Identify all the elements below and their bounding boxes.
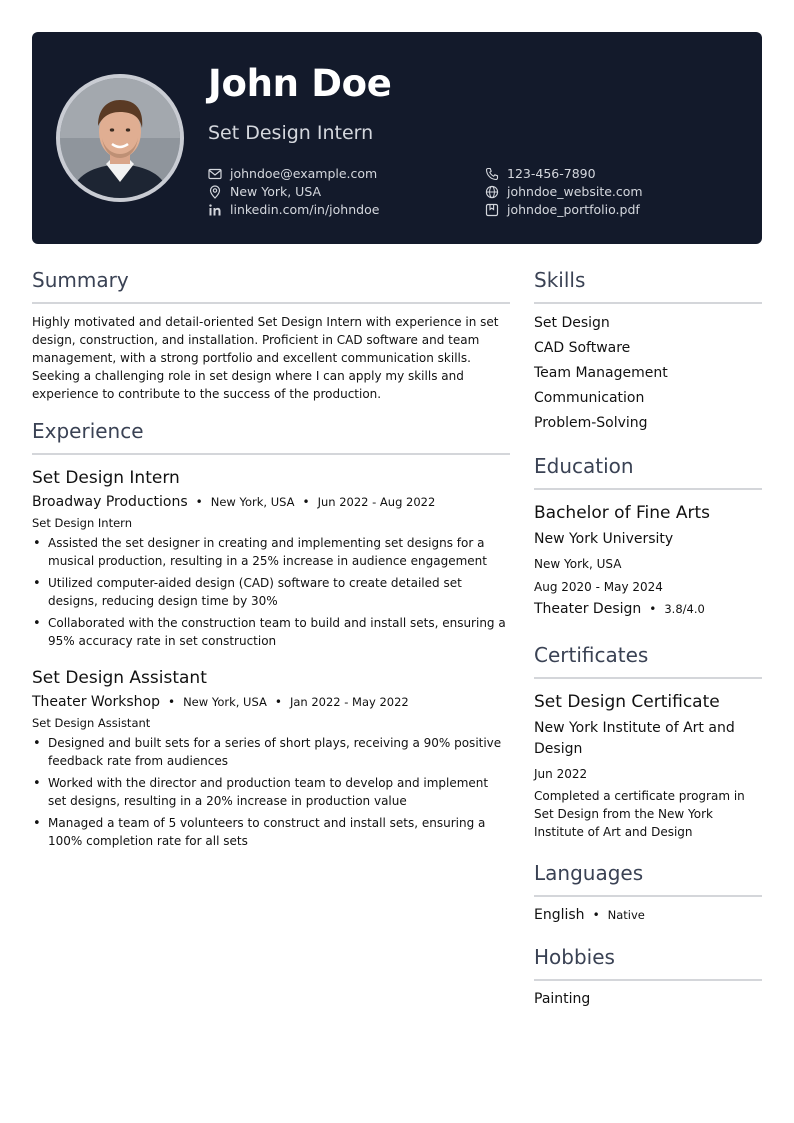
hobbies-section <box>534 945 762 1007</box>
right-column <box>534 268 762 1019</box>
job-company: Theater Workshop <box>32 694 160 710</box>
resume-header <box>32 32 762 244</box>
separator-dot: • <box>592 908 600 922</box>
job-title: Set Design Assistant <box>32 668 207 688</box>
candidate-title: Set Design Intern <box>208 122 374 144</box>
skills-section <box>534 268 762 436</box>
list-item: • Worked with the director and production team to develop and implement set designs, resulting in a 20% increase in production value <box>32 774 510 810</box>
certificate-issuer: New York Institute of Art and Design <box>534 720 735 757</box>
contact-linkedin-text: linkedin.com/in/johndoe <box>230 202 380 217</box>
contact-email[interactable] <box>208 166 377 181</box>
job-role: Set Design Intern <box>32 516 132 530</box>
experience-item <box>32 668 510 850</box>
globe-icon <box>485 185 499 199</box>
contact-linkedin[interactable] <box>208 202 379 217</box>
contact-phone[interactable] <box>485 166 596 181</box>
certificate-date: Jun 2022 <box>534 767 588 781</box>
list-item: • Utilized computer-aided design (CAD) software to create detailed set designs, reducing design time by 30% <box>32 574 510 610</box>
education-school: New York University <box>534 531 674 547</box>
job-bullets <box>32 734 510 850</box>
experience-section <box>32 419 510 850</box>
summary-text: Highly motivated and detail-oriented Set Design Intern with experience in set design, construction, and installation. Proficient in CAD software and team management, with a strong portfolio and excellent communication skills. Seeking a challenging role in set design where I can apply my skills and experience to contribute to the success of the production. <box>32 315 499 401</box>
languages-section <box>534 861 762 923</box>
candidate-name: John Doe <box>208 62 392 105</box>
job-bullets <box>32 534 510 650</box>
language-name: English <box>534 907 585 923</box>
experience-item <box>32 468 510 650</box>
education-dates: Aug 2020 - May 2024 <box>534 580 663 594</box>
job-location: New York, USA <box>183 695 267 709</box>
job-role: Set Design Assistant <box>32 716 151 730</box>
education-heading: Education <box>534 454 762 490</box>
summary-heading: Summary <box>32 268 510 304</box>
certificates-heading: Certificates <box>534 643 762 679</box>
linkedin-icon <box>208 203 222 217</box>
education-field-row <box>534 601 762 617</box>
separator-dot: • <box>274 695 282 709</box>
list-item: • Assisted the set designer in creating and implementing set designs for a musical production, resulting in a 25% increase in audience engagement <box>32 534 510 570</box>
location-icon <box>208 185 222 199</box>
job-location: New York, USA <box>210 495 295 509</box>
education-gpa: 3.8/4.0 <box>664 602 705 616</box>
education-field: Theater Design <box>534 601 642 617</box>
skill-item: Set Design <box>534 315 610 331</box>
skills-heading: Skills <box>534 268 762 304</box>
skill-item: Problem-Solving <box>534 415 648 431</box>
portrait-photo <box>60 78 180 198</box>
separator-dot: • <box>302 495 310 509</box>
contact-website-text: johndoe_website.com <box>507 184 643 199</box>
certificate-name: Set Design Certificate <box>534 692 720 712</box>
list-item: • Designed and built sets for a series of short plays, receiving a 90% positive feedback rate from audiences <box>32 734 510 770</box>
phone-icon <box>485 167 499 181</box>
contact-portfolio[interactable] <box>485 202 640 217</box>
job-meta <box>32 694 510 710</box>
contact-location-text: New York, USA <box>230 184 322 199</box>
education-degree: Bachelor of Fine Arts <box>534 503 711 523</box>
education-section <box>534 454 762 617</box>
job-company: Broadway Productions <box>32 494 188 510</box>
hobby-item: Painting <box>534 991 591 1007</box>
education-location: New York, USA <box>534 557 622 571</box>
job-dates: Jan 2022 - May 2022 <box>289 695 409 709</box>
contact-portfolio-text: johndoe_portfolio.pdf <box>507 202 640 217</box>
language-row <box>534 907 762 923</box>
language-level: Native <box>607 908 645 922</box>
job-meta <box>32 494 510 510</box>
skill-item: CAD Software <box>534 340 631 356</box>
list-item: • Collaborated with the construction team to build and install sets, ensuring a 95% accuracy rate in set construction <box>32 614 510 650</box>
avatar <box>56 74 184 202</box>
job-title: Set Design Intern <box>32 468 180 488</box>
experience-heading: Experience <box>32 419 510 455</box>
summary-section <box>32 268 510 403</box>
separator-dot: • <box>168 695 176 709</box>
list-item: • Managed a team of 5 volunteers to construct and install sets, ensuring a 100% completion rate for all sets <box>32 814 510 850</box>
job-dates: Jun 2022 - Aug 2022 <box>317 495 436 509</box>
separator-dot: • <box>649 602 657 616</box>
contact-location <box>208 184 321 199</box>
skill-item: Team Management <box>534 365 668 381</box>
left-column <box>32 268 510 868</box>
separator-dot: • <box>195 495 203 509</box>
certificate-description: Completed a certificate program in Set Design from the New York Institute of Art and Design <box>534 789 745 839</box>
languages-heading: Languages <box>534 861 762 897</box>
certificates-section <box>534 643 762 841</box>
contact-email-text: johndoe@example.com <box>230 166 378 181</box>
skill-item: Communication <box>534 390 645 406</box>
contact-phone-text: 123-456-7890 <box>507 166 596 181</box>
contact-website[interactable] <box>485 184 643 199</box>
mail-icon <box>208 167 222 181</box>
portfolio-icon <box>485 203 499 217</box>
hobbies-heading: Hobbies <box>534 945 762 981</box>
